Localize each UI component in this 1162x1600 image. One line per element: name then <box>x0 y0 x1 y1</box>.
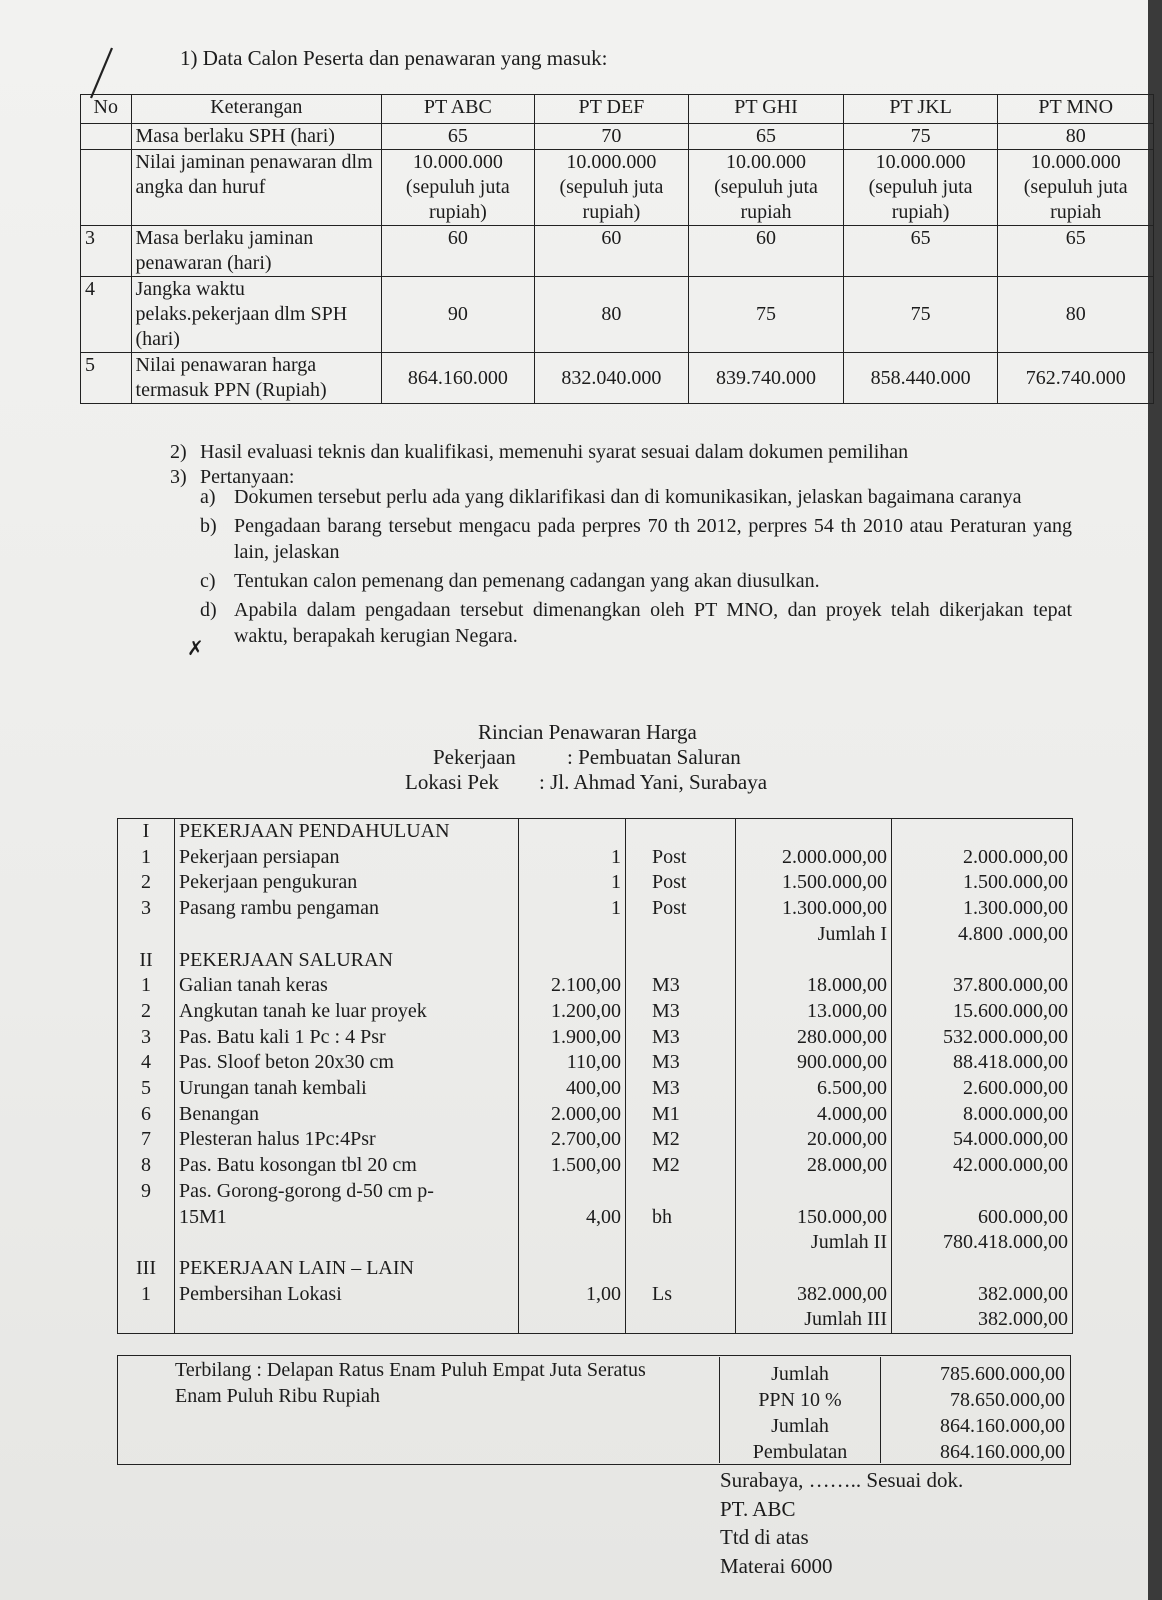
participants-table <box>80 94 1154 404</box>
item-unit-price: 150.000,00 <box>736 1205 892 1231</box>
item-volume <box>519 922 626 948</box>
row-no: 3 <box>118 1025 175 1051</box>
cell-value: 65 <box>843 226 998 277</box>
item-number: 3) <box>170 466 187 488</box>
table-row <box>81 124 1154 150</box>
table-row <box>118 1205 1073 1231</box>
table-row <box>118 973 1073 999</box>
table-row <box>118 1307 1073 1333</box>
item-total: 382.000,00 <box>892 1307 1073 1333</box>
rincian-label-lokasi: Lokasi Pek <box>405 770 499 794</box>
item-unit: M3 <box>626 999 736 1025</box>
item-description: 15M1 <box>175 1205 519 1231</box>
item-unit-price <box>736 948 892 974</box>
item-volume <box>519 1230 626 1256</box>
table-row <box>118 1256 1073 1282</box>
cell-value: 60 <box>382 226 535 277</box>
questions-list <box>200 484 1072 652</box>
row-no: 5 <box>81 353 132 404</box>
item-total: 4.800 .000,00 <box>892 922 1073 948</box>
item-unit-price: 18.000,00 <box>736 973 892 999</box>
item-unit: Post <box>626 870 736 896</box>
item-volume <box>519 1333 626 1334</box>
item-volume <box>519 948 626 974</box>
item-volume: 400,00 <box>519 1076 626 1102</box>
row-no: 3 <box>81 226 132 277</box>
item-unit: M2 <box>626 1153 736 1179</box>
table-row <box>118 1230 1073 1256</box>
item-unit <box>626 1307 736 1333</box>
item-description: Benangan <box>175 1102 519 1128</box>
row-no: 3 <box>118 896 175 922</box>
item-number: 2) <box>170 441 187 463</box>
question-text: Tentukan calon pemenang dan pemenang cadangan yang akan diusulkan. <box>234 570 820 592</box>
cell-value: 75 <box>843 277 998 353</box>
item-description: Pekerjaan pengukuran <box>175 870 519 896</box>
item-unit-price: 20.000,00 <box>736 1127 892 1153</box>
cell-value: 60 <box>689 226 844 277</box>
totals-section <box>117 1355 1072 1465</box>
item-total: 600.000,00 <box>892 1205 1073 1231</box>
item-description: PEKERJAAN LAIN – LAIN <box>175 1256 519 1282</box>
row-no: 1 <box>118 973 175 999</box>
row-no: 8 <box>118 1153 175 1179</box>
cell-value: 65 <box>689 124 844 150</box>
item-unit <box>626 948 736 974</box>
item-unit-price: 6.500,00 <box>736 1076 892 1102</box>
row-no: III <box>118 1256 175 1282</box>
row-no <box>118 922 175 948</box>
cell-value: 60 <box>534 226 689 277</box>
rincian-value-lokasi: : Jl. Ahmad Yani, Surabaya <box>539 770 768 794</box>
item-unit-price: 13.000,00 <box>736 999 892 1025</box>
totals-label: Jumlah <box>771 1415 829 1437</box>
row-no <box>81 150 132 226</box>
totals-value: 78.650.000,00 <box>950 1389 1065 1411</box>
item-total: 532.000.000,00 <box>892 1025 1073 1051</box>
table-row <box>118 1153 1073 1179</box>
item-unit: M3 <box>626 1050 736 1076</box>
item-total: 42.000.000,00 <box>892 1153 1073 1179</box>
item-description: Plesteran halus 1Pc:4Psr <box>175 1127 519 1153</box>
row-no: 4 <box>118 1050 175 1076</box>
question-item <box>200 568 1072 594</box>
item-total <box>892 948 1073 974</box>
cell-value: 80 <box>534 277 689 353</box>
section-1-title: 1) Data Calon Peserta dan penawaran yang masuk: <box>180 46 608 70</box>
cell-value: 10.000.000 (sepuluh juta rupiah) <box>534 150 689 226</box>
table-row <box>118 1179 1073 1205</box>
item-volume: 2.700,00 <box>519 1127 626 1153</box>
question-letter: a) <box>200 486 216 508</box>
item-unit-price: Jumlah I <box>736 922 892 948</box>
item-total: 382.000,00 <box>892 1282 1073 1308</box>
row-no: 1 <box>118 1282 175 1308</box>
item-description: Galian tanah keras <box>175 973 519 999</box>
question-letter: b) <box>200 515 217 537</box>
item-unit-price <box>736 1256 892 1282</box>
cell-value: 832.040.000 <box>534 353 689 404</box>
item-total: 2.000.000,00 <box>892 845 1073 871</box>
cell-value: 762.740.000 <box>998 353 1154 404</box>
item-text: Hasil evaluasi teknis dan kualifikasi, memenuhi syarat sesuai dalam dokumen pemilihan <box>200 441 909 463</box>
table-row <box>118 1127 1073 1153</box>
totals-label: PPN 10 % <box>758 1389 842 1411</box>
item-description: Pasang rambu pengaman <box>175 896 519 922</box>
totals-value: 785.600.000,00 <box>940 1363 1065 1385</box>
row-no: 7 <box>118 1127 175 1153</box>
item-unit-price: 2.000.000,00 <box>736 845 892 871</box>
item-volume: 2.100,00 <box>519 973 626 999</box>
item-unit: M3 <box>626 973 736 999</box>
row-no <box>118 1307 175 1333</box>
item-unit: M3 <box>626 1076 736 1102</box>
item-description: Pas. Gorong-gorong d-50 cm p- <box>175 1179 519 1205</box>
item-volume: 1.500,00 <box>519 1153 626 1179</box>
cell-value: 10.000.000 (sepuluh juta rupiah <box>998 150 1154 226</box>
item-volume <box>519 1307 626 1333</box>
item-total <box>892 1256 1073 1282</box>
item-unit-price: Jumlah III <box>736 1307 892 1333</box>
cell-value: 75 <box>843 124 998 150</box>
table-row <box>118 819 1073 845</box>
totals-values <box>887 1361 1065 1465</box>
item-unit: Post <box>626 845 736 871</box>
sign-line: PT. ABC <box>720 1496 796 1521</box>
item-total: 780.418.000,00 <box>892 1230 1073 1256</box>
item-description: Urungan tanah kembali <box>175 1076 519 1102</box>
item-volume: 1.900,00 <box>519 1025 626 1051</box>
row-keterangan: Masa berlaku jaminan penawaran (hari) <box>131 226 382 277</box>
cell-value: 839.740.000 <box>689 353 844 404</box>
table-row <box>118 896 1073 922</box>
row-no: 9 <box>118 1179 175 1205</box>
table-row <box>81 226 1154 277</box>
item-unit-price: Jumlah II <box>736 1230 892 1256</box>
item-volume: 1 <box>519 870 626 896</box>
rincian-title: Rincian Penawaran Harga <box>478 720 697 744</box>
cell-value: 10.000.000 (sepuluh juta rupiah) <box>382 150 535 226</box>
item-unit-price: 382.000,00 <box>736 1282 892 1308</box>
item-unit-price <box>736 1179 892 1205</box>
question-text: Dokumen tersebut perlu ada yang diklarifikasi dan di komunikasikan, jelaskan bagaimana caranya <box>234 486 1022 508</box>
item-total <box>892 1179 1073 1205</box>
row-no <box>118 1205 175 1231</box>
item-unit-price <box>736 1333 892 1334</box>
cell-value: 80 <box>998 277 1154 353</box>
row-no: II <box>118 948 175 974</box>
item-description: PEKERJAAN SALURAN <box>175 948 519 974</box>
item-unit: Ls <box>626 1282 736 1308</box>
item-unit <box>626 819 736 845</box>
signature-block <box>720 1466 963 1580</box>
cell-value: 858.440.000 <box>843 353 998 404</box>
row-no: 4 <box>81 277 132 353</box>
item-unit-price: 1.300.000,00 <box>736 896 892 922</box>
row-no <box>118 1333 175 1334</box>
item-description: Pas. Sloof beton 20x30 cm <box>175 1050 519 1076</box>
table-row <box>81 277 1154 353</box>
row-keterangan: Masa berlaku SPH (hari) <box>131 124 382 150</box>
item-description: Pembersihan Lokasi <box>175 1282 519 1308</box>
table-row <box>118 1025 1073 1051</box>
item-volume <box>519 1256 626 1282</box>
item-total: 15.600.000,00 <box>892 999 1073 1025</box>
item-description: Pekerjaan persiapan <box>175 845 519 871</box>
question-item <box>200 513 1072 565</box>
row-no <box>81 124 132 150</box>
sign-line: Surabaya, …….. Sesuai dok. <box>720 1468 964 1492</box>
item-total: 1.300.000,00 <box>892 896 1073 922</box>
sign-line: Ttd di atas <box>720 1525 809 1549</box>
question-text: Pengadaan barang tersebut mengacu pada perpres 70 th 2012, perpres 54 th 2010 atau Peraturan yang lain, jelaskan <box>234 515 1072 563</box>
rincian-label-pekerjaan: Pekerjaan <box>433 745 516 769</box>
row-no: 6 <box>118 1102 175 1128</box>
item-total: 1.500.000,00 <box>892 870 1073 896</box>
row-keterangan: Nilai jaminan penawaran dlm angka dan huruf <box>131 150 382 226</box>
item-unit <box>626 1333 736 1334</box>
table-row <box>81 353 1154 404</box>
table-row <box>118 1102 1073 1128</box>
item-total <box>892 819 1073 845</box>
item-description <box>175 922 519 948</box>
item-description: PEKERJAAN PENDAHULUAN <box>175 819 519 845</box>
item-volume <box>519 819 626 845</box>
amount-in-words: Terbilang : Delapan Ratus Enam Puluh Empat Juta Seratus Enam Puluh Ribu Rupiah <box>175 1359 646 1407</box>
col-header: PT DEF <box>534 95 689 124</box>
price-detail-table <box>117 818 1073 1334</box>
row-no: 5 <box>118 1076 175 1102</box>
item-volume: 4,00 <box>519 1205 626 1231</box>
question-letter: d) <box>200 599 217 621</box>
item-unit: Post <box>626 896 736 922</box>
cell-value: 80 <box>998 124 1154 150</box>
item-volume: 1 <box>519 896 626 922</box>
item-total: 54.000.000,00 <box>892 1127 1073 1153</box>
col-header: PT MNO <box>998 95 1154 124</box>
col-header: Keterangan <box>131 95 382 124</box>
cell-value: 10.000.000 (sepuluh juta rupiah) <box>843 150 998 226</box>
item-unit-price: 280.000,00 <box>736 1025 892 1051</box>
table-row <box>118 1050 1073 1076</box>
cell-value: 90 <box>382 277 535 353</box>
totals-value: 864.160.000,00 <box>940 1441 1065 1463</box>
row-no <box>118 1230 175 1256</box>
item-unit-price: 1.500.000,00 <box>736 870 892 896</box>
table-row <box>118 999 1073 1025</box>
item-total <box>892 1333 1073 1334</box>
table-row <box>118 948 1073 974</box>
item-volume <box>519 1179 626 1205</box>
col-header: PT JKL <box>843 95 998 124</box>
item-unit-price: 28.000,00 <box>736 1153 892 1179</box>
item-unit-price: 4.000,00 <box>736 1102 892 1128</box>
item-unit: M3 <box>626 1025 736 1051</box>
list-item <box>170 440 1070 465</box>
item-unit <box>626 1256 736 1282</box>
question-text: Apabila dalam pengadaan tersebut dimenangkan oleh PT MNO, dan proyek telah dikerjakan tepat waktu, berapakah kerugian Negara. <box>234 599 1072 647</box>
table-row <box>118 1076 1073 1102</box>
handwritten-x-mark: ✗ <box>187 638 204 660</box>
table-row <box>118 870 1073 896</box>
item-volume: 1,00 <box>519 1282 626 1308</box>
item-total: 88.418.000,00 <box>892 1050 1073 1076</box>
item-total: 2.600.000,00 <box>892 1076 1073 1102</box>
row-keterangan: Jangka waktu pelaks.pekerjaan dlm SPH (hari) <box>131 277 382 353</box>
item-description: Pas. Batu kosongan tbl 20 cm <box>175 1153 519 1179</box>
cell-value: 70 <box>534 124 689 150</box>
item-unit: M1 <box>626 1102 736 1128</box>
item-unit-price <box>736 819 892 845</box>
item-total: 37.800.000,00 <box>892 973 1073 999</box>
col-header: PT GHI <box>689 95 844 124</box>
item-unit <box>626 1230 736 1256</box>
item-unit <box>626 1179 736 1205</box>
cell-value: 864.160.000 <box>382 353 535 404</box>
table-row <box>118 1282 1073 1308</box>
item-total: 8.000.000,00 <box>892 1102 1073 1128</box>
cell-value: 10.00.000 (sepuluh juta rupiah <box>689 150 844 226</box>
row-no: 2 <box>118 999 175 1025</box>
question-item <box>200 597 1072 649</box>
numbered-items <box>170 440 1070 490</box>
item-unit: bh <box>626 1205 736 1231</box>
row-no: I <box>118 819 175 845</box>
cell-value: 65 <box>382 124 535 150</box>
item-unit <box>626 922 736 948</box>
totals-labels <box>720 1361 880 1465</box>
question-letter: c) <box>200 570 216 592</box>
totals-label: Pembulatan <box>752 1441 848 1463</box>
row-keterangan: Nilai penawaran harga termasuk PPN (Rupiah) <box>131 353 382 404</box>
item-volume: 2.000,00 <box>519 1102 626 1128</box>
row-no: 1 <box>118 845 175 871</box>
table-row <box>118 845 1073 871</box>
item-text: Pertanyaan: <box>200 466 295 488</box>
cell-value: 65 <box>998 226 1154 277</box>
table-header <box>81 95 1154 124</box>
table-row <box>81 150 1154 226</box>
item-description <box>175 1230 519 1256</box>
question-item <box>200 484 1072 510</box>
item-description: Angkutan tanah ke luar proyek <box>175 999 519 1025</box>
item-volume: 1.200,00 <box>519 999 626 1025</box>
item-description <box>175 1307 519 1333</box>
item-unit-price: 900.000,00 <box>736 1050 892 1076</box>
row-no: 2 <box>118 870 175 896</box>
table-row <box>118 922 1073 948</box>
item-unit: M2 <box>626 1127 736 1153</box>
col-header: PT ABC <box>382 95 535 124</box>
table-row <box>118 1333 1073 1334</box>
cell-value: 75 <box>689 277 844 353</box>
sign-line: Materai 6000 <box>720 1553 833 1578</box>
item-description <box>175 1333 519 1334</box>
totals-label: Jumlah <box>771 1363 829 1385</box>
item-description: Pas. Batu kali 1 Pc : 4 Psr <box>175 1025 519 1051</box>
item-volume: 110,00 <box>519 1050 626 1076</box>
totals-value: 864.160.000,00 <box>940 1415 1065 1437</box>
rincian-value-pekerjaan: : Pembuatan Saluran <box>567 745 741 769</box>
item-volume: 1 <box>519 845 626 871</box>
col-header: No <box>81 95 132 124</box>
